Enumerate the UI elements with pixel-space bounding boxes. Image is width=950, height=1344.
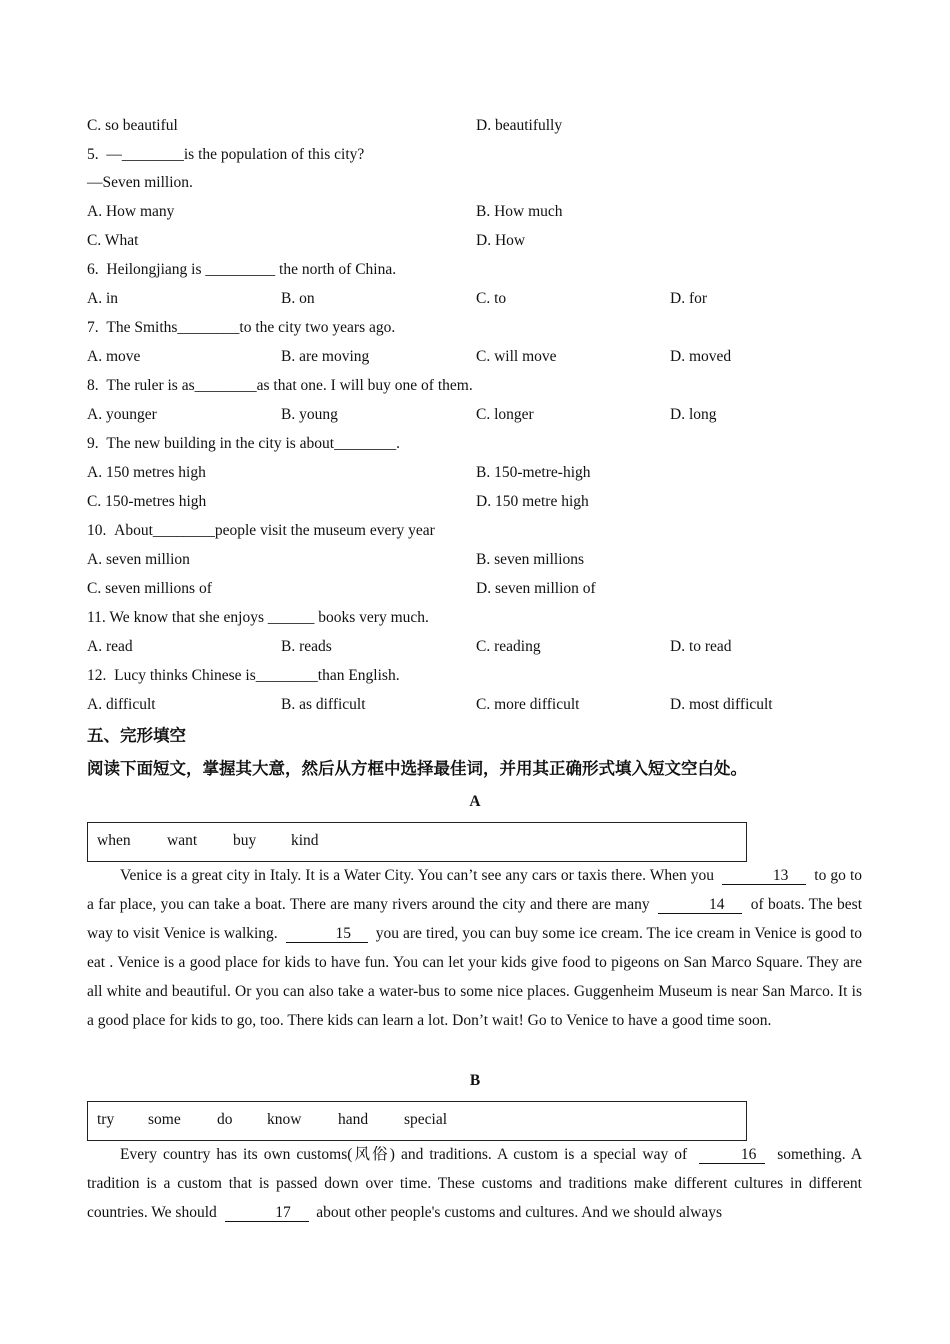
q11-option-c: C. reading xyxy=(476,638,541,655)
q4-option-d: D. beautifully xyxy=(476,117,563,134)
q12-option-b: B. as difficult xyxy=(281,696,366,713)
passage-text: of boats. The best way to visit Venice is walking. xyxy=(87,896,862,942)
passage-text: about other people's customs and cultures. And we should always xyxy=(316,1204,722,1221)
q12-option-a: A. difficult xyxy=(87,696,156,713)
question-stem: Lucy thinks Chinese is________than English. xyxy=(114,667,400,684)
q10-option-c: C. seven millions of xyxy=(87,580,212,597)
word-box-item: when xyxy=(97,832,131,849)
q7-option-d: D. moved xyxy=(670,348,732,365)
question-number: 5. xyxy=(87,146,99,163)
question-number: 6. xyxy=(87,261,99,278)
question-number: 7. xyxy=(87,319,99,336)
passage-a-text xyxy=(87,861,862,1035)
word-box-item: kind xyxy=(291,832,319,849)
question-stem: The Smiths________to the city two years ago. xyxy=(106,319,396,336)
question-stem: Heilongjiang is _________ the north of China. xyxy=(106,261,397,278)
section-title: 五、完形填空 xyxy=(87,726,186,745)
passage-text: to go to a far place, you can take a boat. There are many rivers around the city and there are many xyxy=(87,867,863,913)
q8-option-d: D. long xyxy=(670,406,717,423)
q8-option-c: C. longer xyxy=(476,406,534,423)
question-6 xyxy=(87,260,396,280)
question-number: 12. xyxy=(87,667,107,684)
q10-option-d: D. seven million of xyxy=(476,580,596,597)
word-box-item: some xyxy=(148,1111,181,1128)
question-number: 8. xyxy=(87,377,99,394)
q5-option-a: A. How many xyxy=(87,203,175,220)
q9-option-b: B. 150-metre-high xyxy=(476,464,591,481)
q8-option-a: A. younger xyxy=(87,406,157,423)
question-number: 9. xyxy=(87,435,99,452)
blank-16[interactable]: 16 xyxy=(699,1147,765,1164)
question-stem: The ruler is as________as that one. I will buy one of them. xyxy=(106,377,473,394)
q9-option-c: C. 150-metres high xyxy=(87,493,207,510)
word-box-item: know xyxy=(267,1111,302,1128)
question-stem: The new building in the city is about________. xyxy=(106,435,400,452)
passage-b-label: B xyxy=(469,1072,481,1089)
question-5 xyxy=(87,145,364,165)
q5-option-b: B. How much xyxy=(476,203,563,220)
question-8 xyxy=(87,376,473,396)
passage-a-word-box xyxy=(87,822,747,862)
word-box-item: special xyxy=(404,1111,448,1128)
q7-option-b: B. are moving xyxy=(281,348,370,365)
passage-b-text xyxy=(87,1140,862,1227)
blank-14[interactable]: 14 xyxy=(658,897,742,914)
q5-option-d: D. How xyxy=(476,232,526,249)
question-7 xyxy=(87,318,395,338)
word-box-item: want xyxy=(167,832,198,849)
word-box-item: try xyxy=(97,1111,115,1128)
word-box-item: hand xyxy=(338,1111,369,1128)
passage-a-label: A xyxy=(469,793,481,810)
question-number: 10. xyxy=(87,522,107,539)
question-9 xyxy=(87,434,400,454)
question-12 xyxy=(87,666,400,686)
q11-option-d: D. to read xyxy=(670,638,732,655)
q6-option-a: A. in xyxy=(87,290,118,307)
question-5-answer-line: —Seven million. xyxy=(87,174,193,191)
question-stem: —________is the population of this city? xyxy=(106,146,365,163)
question-number: 11. xyxy=(87,609,106,626)
passage-b-word-box xyxy=(87,1101,747,1141)
q11-option-a: A. read xyxy=(87,638,133,655)
q4-option-c: C. so beautiful xyxy=(87,117,178,134)
blank-15[interactable]: 15 xyxy=(286,926,368,943)
q7-option-a: A. move xyxy=(87,348,141,365)
question-stem: We know that she enjoys ______ books very much. xyxy=(109,609,429,626)
word-box-item: do xyxy=(217,1111,233,1128)
passage-text: you are tired, you can buy some ice cream. The ice cream in Venice is good to eat . Venice is a good place for kids to have fun. You can let your kids give food to pigeons on San Marco Square. They are all white and beautiful. Or you can also take a water-bus to some nice places. Guggenheim Museum is near San Marco. It is a good place for kids to go, too. There kids can learn a lot. Don’t wait! Go to Venice to have a good time soon. xyxy=(87,925,863,1029)
q12-option-d: D. most difficult xyxy=(670,696,773,713)
q9-option-a: A. 150 metres high xyxy=(87,464,206,481)
blank-17[interactable]: 17 xyxy=(225,1205,309,1222)
passage-text: something. A tradition is a custom that is passed down over time. These customs and traditions make different cultures in different countries. We should xyxy=(87,1146,863,1221)
q8-option-b: B. young xyxy=(281,406,338,423)
q12-option-c: C. more difficult xyxy=(476,696,580,713)
q5-option-c: C. What xyxy=(87,232,139,249)
passage-text: Every country has its own customs(风俗) and traditions. A custom is a special way of xyxy=(120,1146,688,1163)
question-11 xyxy=(87,608,429,628)
q10-option-a: A. seven million xyxy=(87,551,190,568)
q9-option-d: D. 150 metre high xyxy=(476,493,589,510)
q6-option-b: B. on xyxy=(281,290,315,307)
q6-option-d: D. for xyxy=(670,290,708,307)
word-box-item: buy xyxy=(233,832,257,849)
q7-option-c: C. will move xyxy=(476,348,557,365)
question-stem: About________people visit the museum every year xyxy=(114,522,435,539)
q6-option-c: C. to xyxy=(476,290,507,307)
q10-option-b: B. seven millions xyxy=(476,551,585,568)
blank-13[interactable]: 13 xyxy=(722,868,806,885)
q11-option-b: B. reads xyxy=(281,638,332,655)
passage-text: Venice is a great city in Italy. It is a Water City. You can’t see any cars or taxis there. When you xyxy=(120,867,715,884)
section-instruction: 阅读下面短文，掌握其大意，然后从方框中选择最佳词，并用其正确形式填入短文空白处。 xyxy=(87,759,747,778)
question-10 xyxy=(87,521,435,541)
